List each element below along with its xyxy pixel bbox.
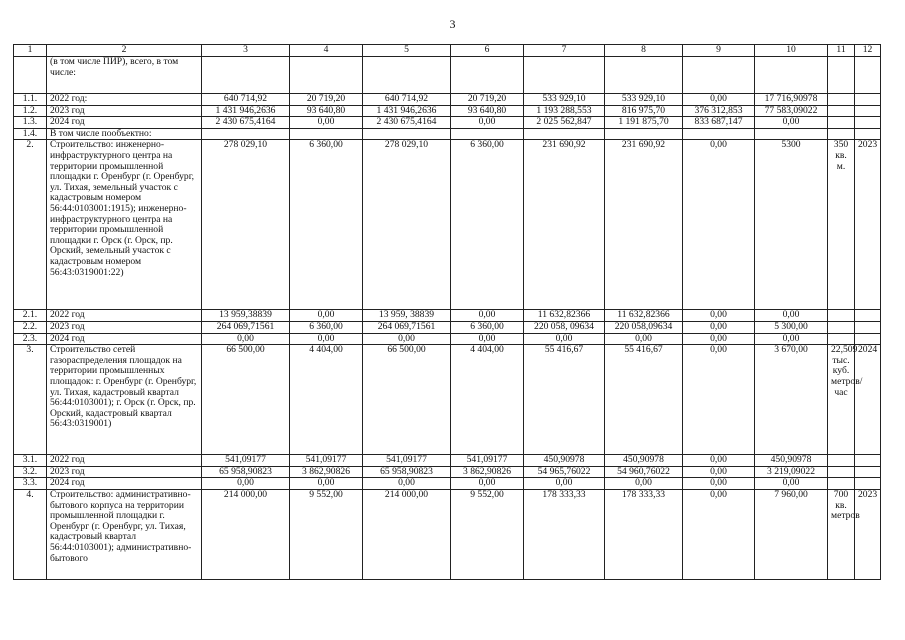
table-cell: 17 716,90978 (755, 94, 828, 106)
table-row (14, 105, 881, 117)
table-cell: 0,00 (451, 478, 524, 490)
table-cell: 541,09177 (202, 455, 290, 467)
table-cell: Строительство: инженерно-инфраструктурного центра на территории промышленной площадки г. Оренбург (г. Оренбург, ул. Тихая, земельный участок с кадастровым номером 56:44:0103001:1915); инженерно-инфраструктурного центра на территории промышленной площадки г. Орск (г. Орск, пр. Орский, земельный участок с кадастровым номером 56:43:0319001:22) (47, 140, 202, 310)
table-cell: 0,00 (683, 140, 755, 310)
table-row (14, 321, 881, 333)
table-row (14, 140, 881, 310)
table-cell: 1.2. (14, 105, 47, 117)
table-cell: 350 кв. м. (828, 140, 855, 310)
table-cell: 264 069,71561 (363, 321, 451, 333)
table-cell (451, 57, 524, 94)
table-cell: 178 333,33 (524, 489, 605, 579)
budget-table (13, 44, 881, 580)
table-cell: 9 552,00 (451, 489, 524, 579)
table-cell (855, 105, 881, 117)
table-cell: 0,00 (290, 310, 363, 322)
table-cell: 1.4. (14, 128, 47, 140)
table-cell: 0,00 (755, 478, 828, 490)
table-cell: 264 069,71561 (202, 321, 290, 333)
table-cell: 1.3. (14, 117, 47, 129)
table-cell: 93 640,80 (290, 105, 363, 117)
table-cell (855, 466, 881, 478)
table-cell: 0,00 (202, 478, 290, 490)
table-cell (290, 57, 363, 94)
table-cell: 2 430 675,4164 (202, 117, 290, 129)
table-cell (828, 128, 855, 140)
table-cell: 55 416,67 (605, 345, 683, 455)
table-cell: 450,90978 (524, 455, 605, 467)
table-row (14, 128, 881, 140)
table-cell: 3 862,90826 (451, 466, 524, 478)
table-cell: 214 000,00 (202, 489, 290, 579)
table-cell: Строительство сетей газораспределения площадок на территории промышленных площадок: г. Оренбург (г. Оренбург, ул. Тихая, кадастровый квартал 56:44:0103001); г. Орск (г. Орск, пр. Орский, кадастровый квартал 56:43:0319001) (47, 345, 202, 455)
table-row (14, 455, 881, 467)
table-cell: 55 416,67 (524, 345, 605, 455)
table-cell: 220 058,09634 (605, 321, 683, 333)
table-cell: 2024 год (47, 333, 202, 345)
table-cell: 3 670,00 (755, 345, 828, 455)
table-cell: 7 960,00 (755, 489, 828, 579)
table-cell (828, 117, 855, 129)
table-cell (828, 466, 855, 478)
table-cell: 0,00 (683, 345, 755, 455)
table-cell: 6 360,00 (451, 140, 524, 310)
table-cell: 54 965,76022 (524, 466, 605, 478)
table-cell (828, 105, 855, 117)
table-cell (828, 333, 855, 345)
table-cell: 0,00 (524, 333, 605, 345)
table-cell: 0,00 (290, 478, 363, 490)
table-cell: 0,00 (683, 321, 755, 333)
table-cell: 66 500,00 (363, 345, 451, 455)
table-cell: 450,90978 (755, 455, 828, 467)
column-header: 5 (363, 45, 451, 57)
table-cell: (в том числе ПИР), всего, в том числе: (47, 57, 202, 94)
table-cell: 2024 год (47, 478, 202, 490)
table-cell: 231 690,92 (605, 140, 683, 310)
table-cell: 0,00 (451, 117, 524, 129)
table-cell: 450,90978 (605, 455, 683, 467)
table-cell: 2023 (855, 489, 881, 579)
table-row (14, 57, 881, 94)
table-cell: 54 960,76022 (605, 466, 683, 478)
column-header: 4 (290, 45, 363, 57)
table-row (14, 489, 881, 579)
column-header: 3 (202, 45, 290, 57)
table-cell: 65 958,90823 (363, 466, 451, 478)
table-cell (451, 128, 524, 140)
table-cell: 0,00 (683, 466, 755, 478)
table-cell: 2.1. (14, 310, 47, 322)
table-cell: 11 632,82366 (524, 310, 605, 322)
table-cell: 2 430 675,4164 (363, 117, 451, 129)
table-cell (524, 128, 605, 140)
table-cell: 700 кв. метров (828, 489, 855, 579)
table-cell (828, 478, 855, 490)
table-cell: 3.3. (14, 478, 47, 490)
column-header: 9 (683, 45, 755, 57)
table-cell: 3. (14, 345, 47, 455)
table-cell: 178 333,33 (605, 489, 683, 579)
column-header: 1 (14, 45, 47, 57)
table-cell: 6 360,00 (290, 140, 363, 310)
table-cell: 640 714,92 (202, 94, 290, 106)
table-cell: 816 975,70 (605, 105, 683, 117)
table-cell (855, 333, 881, 345)
table-cell: 214 000,00 (363, 489, 451, 579)
table-cell: 533 929,10 (605, 94, 683, 106)
table-cell: 4 404,00 (451, 345, 524, 455)
table-cell: 1.1. (14, 94, 47, 106)
table-cell (290, 128, 363, 140)
table-cell (855, 310, 881, 322)
table-cell: 0,00 (363, 478, 451, 490)
table-cell: 2023 (855, 140, 881, 310)
table-cell: 3.1. (14, 455, 47, 467)
table-cell: 2024 (855, 345, 881, 455)
table-cell: 2023 год (47, 466, 202, 478)
table-cell: 9 552,00 (290, 489, 363, 579)
table-cell (855, 128, 881, 140)
table-cell: 5300 (755, 140, 828, 310)
table-cell (828, 310, 855, 322)
table-cell: 2 025 562,847 (524, 117, 605, 129)
table-cell: 0,00 (755, 117, 828, 129)
table-cell: 20 719,20 (451, 94, 524, 106)
table-cell (855, 478, 881, 490)
table-cell: 3 219,09022 (755, 466, 828, 478)
column-header: 2 (47, 45, 202, 57)
table-cell: 0,00 (451, 310, 524, 322)
table-cell: 0,00 (605, 478, 683, 490)
table-cell: 6 360,00 (451, 321, 524, 333)
column-header: 10 (755, 45, 828, 57)
table-cell (755, 57, 828, 94)
table-cell: 278 029,10 (363, 140, 451, 310)
table-cell (605, 128, 683, 140)
table-cell: 2.2. (14, 321, 47, 333)
table-cell (202, 128, 290, 140)
column-header: 11 (828, 45, 855, 57)
table-cell: 0,00 (524, 478, 605, 490)
table-row (14, 117, 881, 129)
table-cell: 833 687,147 (683, 117, 755, 129)
table-cell: 5 300,00 (755, 321, 828, 333)
table-cell (828, 94, 855, 106)
table-cell: 640 714,92 (363, 94, 451, 106)
table-cell: 0,00 (755, 333, 828, 345)
table-cell: 278 029,10 (202, 140, 290, 310)
table-cell: 0,00 (683, 455, 755, 467)
table-cell: 541,09177 (451, 455, 524, 467)
table-cell (605, 57, 683, 94)
table-cell: 2022 год (47, 310, 202, 322)
table-cell: 2023 год (47, 105, 202, 117)
table-cell (683, 57, 755, 94)
table-row (14, 333, 881, 345)
table-cell: 3 862,90826 (290, 466, 363, 478)
table-cell: 541,09177 (363, 455, 451, 467)
table-cell: Строительство: административно-бытового корпуса на территории промышленной площадки г. Оренбург (г. Оренбург, ул. Тихая, кадастровый квартал 56:44:0103001); административно-бытового (47, 489, 202, 579)
table-cell: 1 431 946,2636 (363, 105, 451, 117)
table-cell: 231 690,92 (524, 140, 605, 310)
table-cell (524, 57, 605, 94)
table-cell: 2023 год (47, 321, 202, 333)
table-cell: 20 719,20 (290, 94, 363, 106)
table-row (14, 345, 881, 455)
column-header: 8 (605, 45, 683, 57)
table-cell: 0,00 (363, 333, 451, 345)
table-cell: 66 500,00 (202, 345, 290, 455)
table-cell: 6 360,00 (290, 321, 363, 333)
table-cell: 65 958,90823 (202, 466, 290, 478)
table-cell (855, 117, 881, 129)
table-header-row (14, 45, 881, 57)
table-cell: 1 191 875,70 (605, 117, 683, 129)
table-cell: 0,00 (290, 333, 363, 345)
table-cell (14, 57, 47, 94)
page-number: 3 (449, 17, 456, 31)
table-cell (855, 455, 881, 467)
table-cell: 0,00 (683, 489, 755, 579)
table-cell: 541,09177 (290, 455, 363, 467)
table-row (14, 94, 881, 106)
table-cell (755, 128, 828, 140)
table-cell (363, 128, 451, 140)
table-cell (202, 57, 290, 94)
column-header: 12 (855, 45, 881, 57)
table-cell (363, 57, 451, 94)
table-cell (828, 57, 855, 94)
table-cell: 2024 год (47, 117, 202, 129)
table-cell: 77 583,09022 (755, 105, 828, 117)
table-cell: 0,00 (290, 117, 363, 129)
table-cell: 22,509 тыс. куб. метров/час (828, 345, 855, 455)
table-cell: 2022 год (47, 455, 202, 467)
table-cell: 4. (14, 489, 47, 579)
table-cell: 11 632,82366 (605, 310, 683, 322)
table-row (14, 310, 881, 322)
table-cell: 220 058, 09634 (524, 321, 605, 333)
table-cell: 2.3. (14, 333, 47, 345)
table-cell: 1 431 946,2636 (202, 105, 290, 117)
table-cell: 0,00 (755, 310, 828, 322)
table-cell (855, 321, 881, 333)
table-cell (828, 321, 855, 333)
table-cell: 2. (14, 140, 47, 310)
table-cell: 0,00 (683, 310, 755, 322)
table-cell: 3.2. (14, 466, 47, 478)
table-cell (683, 128, 755, 140)
table-cell: 1 193 288,553 (524, 105, 605, 117)
column-header: 6 (451, 45, 524, 57)
table-cell: 0,00 (605, 333, 683, 345)
table-cell (855, 57, 881, 94)
table-cell: 0,00 (683, 94, 755, 106)
table-cell: В том числе пообъектно: (47, 128, 202, 140)
table-cell: 0,00 (451, 333, 524, 345)
table-cell: 13 959, 38839 (363, 310, 451, 322)
table-cell: 0,00 (683, 478, 755, 490)
table-cell (855, 94, 881, 106)
table-cell: 0,00 (202, 333, 290, 345)
table-cell: 376 312,853 (683, 105, 755, 117)
table-cell: 4 404,00 (290, 345, 363, 455)
table-cell: 0,00 (683, 333, 755, 345)
table-cell: 93 640,80 (451, 105, 524, 117)
table-cell (828, 455, 855, 467)
table-row (14, 466, 881, 478)
column-header: 7 (524, 45, 605, 57)
table-row (14, 478, 881, 490)
table-cell: 13 959,38839 (202, 310, 290, 322)
table-cell: 533 929,10 (524, 94, 605, 106)
table-cell: 2022 год: (47, 94, 202, 106)
